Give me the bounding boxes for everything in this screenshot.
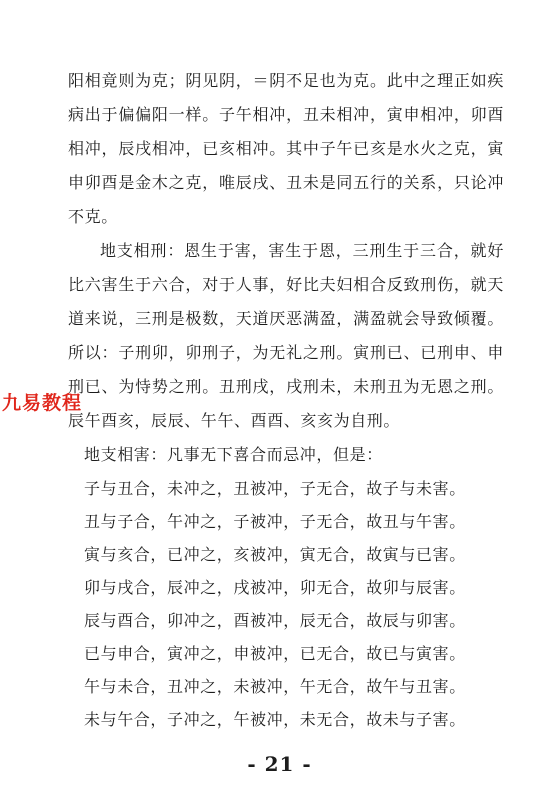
harm-item: 已与申合，寅冲之，申被冲，已无合，故已与寅害。 bbox=[84, 644, 466, 663]
harm-item: 子与丑合，未冲之，丑被冲，子无合，故子与未害。 bbox=[84, 479, 466, 498]
harm-item: 午与未合，丑冲之，未被冲，午无合，故午与丑害。 bbox=[84, 677, 466, 696]
harm-item: 丑与子合，午冲之，子被冲，子无合，故丑与午害。 bbox=[84, 512, 466, 531]
harm-list bbox=[68, 472, 504, 736]
harm-item: 辰与酉合，卯冲之，酉被冲，辰无合，故辰与卯害。 bbox=[84, 611, 466, 630]
page-number: - 21 - bbox=[247, 752, 312, 776]
harm-item: 未与午合，子冲之，午被冲，未无合，故未与子害。 bbox=[84, 710, 466, 729]
watermark-logo: 九易教程 bbox=[2, 392, 83, 414]
harm-item: 寅与亥合，已冲之，亥被冲，寅无合，故寅与已害。 bbox=[84, 545, 466, 564]
paragraph-clash: 阳相竟则为克；阴见阴，＝阴不足也为克。此中之理正如疾病出于偏偏阳一样。子午相冲，丑未相冲，寅申相冲，卯酉相冲，辰戌相冲，已亥相冲。其中子午已亥是水火之克，寅申卯酉是金木之克，唯辰戌、丑未是同五行的关系，只论冲不克。 bbox=[68, 71, 504, 226]
harm-heading: 地支相害：凡事无下喜合而忌冲，但是： bbox=[84, 445, 383, 464]
paragraph-punishment: 地支相刑：恩生于害，害生于恩，三刑生于三合，就好比六害生于六合，对于人事，好比夫妇相合反致刑伤，就天道来说，三刑是极数，天道厌恶满盈，满盈就会导致倾覆。所以：子刑卯，卯刑子，为无礼之刑。寅刑已、已刑申、申刑已、为恃势之刑。丑刑戌，戌刑未，未刑丑为无恩之刑。辰午酉亥，辰辰、午午、酉酉、亥亥为自刑。 bbox=[68, 241, 504, 430]
body-text bbox=[68, 64, 504, 736]
harm-item: 卯与戌合，辰冲之，戌被冲，卯无合，故卯与辰害。 bbox=[84, 578, 466, 597]
